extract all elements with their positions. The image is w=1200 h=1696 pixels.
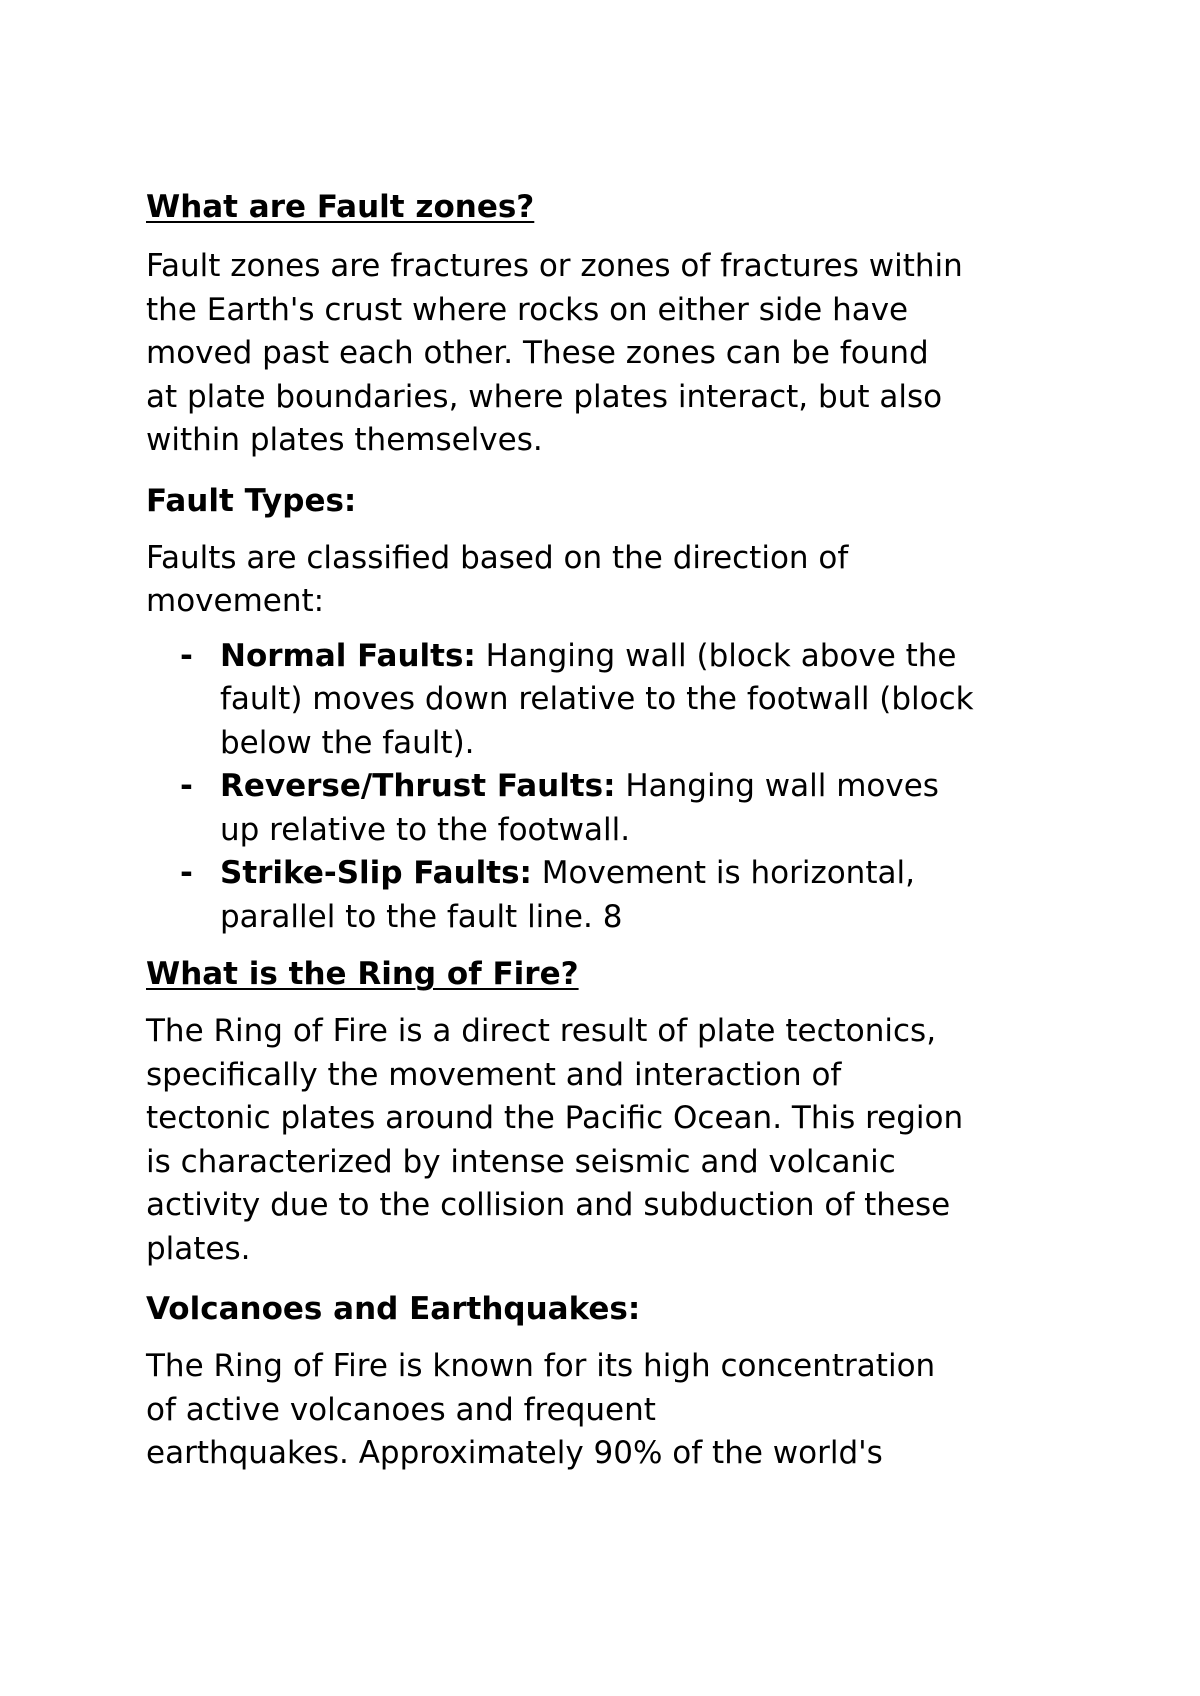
- text-line: fault) moves down relative to the footwall (block: [220, 681, 974, 717]
- text-line: specifically the movement and interaction of: [146, 1056, 842, 1093]
- definition-text: Movement is horizontal,: [531, 855, 915, 891]
- text-line: movement:: [146, 583, 325, 619]
- text-line: parallel to the fault line. 8: [220, 898, 623, 935]
- text-line: is characterized by intense seismic and volcanic: [146, 1143, 896, 1180]
- text-line: activity due to the collision and subduction of these: [146, 1187, 951, 1223]
- list-item-reverse-thrust-faults: [146, 765, 1086, 852]
- text-line: moved past each other. These zones can be found: [146, 335, 929, 371]
- paragraph-fault-zones: [146, 245, 1086, 463]
- dash-bullet: -: [180, 855, 193, 891]
- text-line: below the fault).: [220, 724, 475, 761]
- text-line: the Earth's crust where rocks on either side have: [146, 291, 909, 328]
- fault-types-list: [146, 635, 1086, 940]
- text-line: within plates themselves.: [146, 422, 543, 458]
- dash-bullet: -: [180, 637, 193, 674]
- text-line: Fault zones are fractures or zones of fractures within: [146, 248, 963, 284]
- document-page: [146, 188, 1086, 1476]
- text-line: The Ring of Fire is known for its high concentration: [146, 1348, 936, 1384]
- heading-fault-types: Fault Types:: [146, 482, 357, 519]
- text-line: earthquakes. Approximately 90% of the world's: [146, 1435, 883, 1471]
- list-item-strike-slip-faults: [146, 852, 1086, 939]
- list-item-normal-faults: [146, 635, 1086, 766]
- text-line: plates.: [146, 1230, 251, 1267]
- text-line: up relative to the footwall.: [220, 811, 631, 848]
- text-line: at plate boundaries, where plates interact, but also: [146, 378, 943, 415]
- definition-text: Hanging wall moves: [615, 768, 939, 804]
- text-line: tectonic plates around the Pacific Ocean. This region: [146, 1100, 964, 1136]
- dash-bullet: -: [180, 768, 193, 804]
- paragraph-volcanoes-earthquakes: [146, 1345, 1086, 1476]
- paragraph-ring-of-fire: [146, 1010, 1086, 1271]
- heading-volcanoes-earthquakes: Volcanoes and Earthquakes:: [146, 1291, 641, 1327]
- definition-text: Hanging wall (block above the: [475, 637, 957, 674]
- heading-fault-zones: What are Fault zones?: [146, 189, 535, 225]
- heading-ring-of-fire: What is the Ring of Fire?: [146, 956, 579, 992]
- term-strike-slip-faults: Strike-Slip Faults:: [220, 855, 532, 891]
- paragraph-fault-types-intro: [146, 537, 1086, 624]
- term-normal-faults: Normal Faults:: [220, 637, 476, 674]
- term-reverse-thrust-faults: Reverse/Thrust Faults:: [220, 768, 616, 804]
- text-line: of active volcanoes and frequent: [146, 1391, 656, 1428]
- text-line: The Ring of Fire is a direct result of plate tectonics,: [146, 1013, 937, 1049]
- text-line: Faults are classified based on the direction of: [146, 539, 849, 576]
